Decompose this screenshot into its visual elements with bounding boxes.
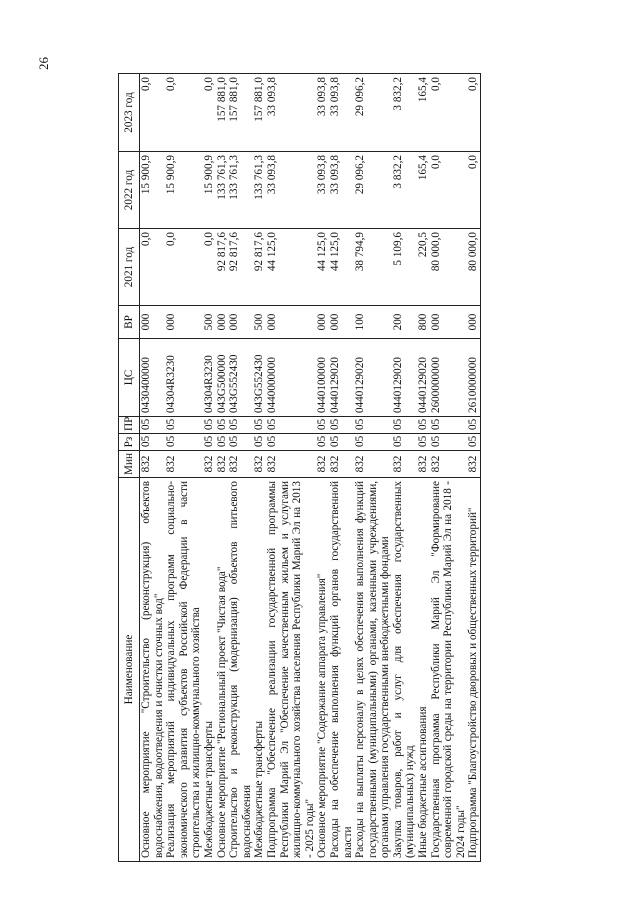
row-rz-cell <box>216 434 229 451</box>
cell-value: 05 <box>202 435 215 447</box>
header-pr: ПР <box>119 417 140 434</box>
cell-value: 165,4 <box>417 155 430 181</box>
row-y2023-cell <box>316 74 329 152</box>
row-y2022-cell <box>417 152 430 229</box>
row-y2022-cell <box>140 152 166 229</box>
row-name-cell: Государственная программа Республики Марий Эл "Формирование современной городской среды на территории Республики Марий Эл на 2018 - 2024 годы" <box>430 478 468 862</box>
row-vr-cell <box>354 306 392 339</box>
cell-value: 5 109,6 <box>391 232 404 266</box>
row-rz-cell <box>430 434 468 451</box>
cell-value: 29 096,2 <box>354 77 367 117</box>
table-row <box>216 74 229 862</box>
cell-value: 000 <box>467 313 480 331</box>
row-y2023-cell <box>203 74 216 152</box>
cell-value: 3 832,2 <box>391 77 404 111</box>
row-y2021-cell <box>354 229 392 306</box>
table-row <box>467 74 480 862</box>
cell-value: 200 <box>391 313 404 331</box>
row-name-cell: Основное мероприятие "Региональный проект "Чистая вода" <box>216 478 229 862</box>
header-name: Наименование <box>119 478 140 862</box>
cell-value: 832 <box>202 455 215 473</box>
row-y2021-cell <box>316 229 329 306</box>
cell-value: 33 093,8 <box>328 77 341 117</box>
cell-value: 0,0 <box>429 77 442 91</box>
cell-value: 043G552430 <box>253 354 266 413</box>
cell-value: 220,5 <box>417 232 430 258</box>
row-name-cell: Закупка товаров, работ и услуг для обеспечения государственных (муниципальных) нужд <box>392 478 417 862</box>
cell-value: 05 <box>467 435 480 447</box>
cell-value: 29 096,2 <box>354 155 367 195</box>
cell-value: 133 761,3 <box>228 155 241 200</box>
table-row <box>228 74 253 862</box>
cell-value: 0440129020 <box>391 357 404 413</box>
row-y2022-cell <box>203 152 216 229</box>
cell-value: 05 <box>265 435 278 447</box>
cell-value: 3 832,2 <box>391 155 404 189</box>
cell-value: 832 <box>253 455 266 473</box>
row-y2023-cell <box>216 74 229 152</box>
row-cs-cell <box>140 339 166 417</box>
cell-value: 15 900,9 <box>165 155 178 195</box>
cell-value: 000 <box>165 313 178 331</box>
cell-value: 000 <box>265 313 278 331</box>
row-y2022-cell <box>228 152 253 229</box>
cell-value: 800 <box>417 313 430 331</box>
cell-value: 133 761,3 <box>215 155 228 200</box>
cell-value: 05 <box>417 435 430 447</box>
cell-value: 05 <box>140 435 152 447</box>
header-vr: ВР <box>119 306 140 339</box>
row-y2022-cell <box>253 152 266 229</box>
cell-value: 043G500000 <box>215 354 228 413</box>
row-name-cell: Межбюджетные трансферты <box>203 478 216 862</box>
row-cs-cell <box>228 339 253 417</box>
table-row <box>203 74 216 862</box>
cell-value: 33 093,8 <box>265 77 278 117</box>
cell-value: 05 <box>228 435 241 447</box>
row-vr-cell <box>329 306 354 339</box>
cell-value: 165,4 <box>417 77 430 103</box>
row-name-cell: Подпрограмма "Обеспечение реализации государственной программы Республики Марий Эл "Обеспечение качественным жильем и услугами жилищно-коммунального хозяйства населения Республики Марий Эл на 2013 - 2025 годы" <box>266 478 316 862</box>
table-row <box>266 74 316 862</box>
cell-value: 05 <box>140 418 152 430</box>
row-vr-cell <box>417 306 430 339</box>
table-row <box>140 74 166 862</box>
row-pr-cell <box>329 417 354 434</box>
row-cs-cell <box>430 339 468 417</box>
cell-value: 0,0 <box>140 232 152 246</box>
cell-value: 0,0 <box>140 77 152 91</box>
cell-value: 15 900,9 <box>140 155 152 195</box>
cell-value: 33 093,8 <box>316 77 329 117</box>
budget-table <box>118 73 481 862</box>
row-y2023-cell <box>354 74 392 152</box>
cell-value: 80 000,0 <box>467 232 480 272</box>
row-min-cell <box>228 451 253 478</box>
cell-value: 000 <box>429 313 442 331</box>
cell-value: 33 093,8 <box>328 155 341 195</box>
cell-value: 0,0 <box>467 77 480 91</box>
row-min-cell <box>140 451 166 478</box>
row-rz-cell <box>140 434 166 451</box>
table-row <box>430 74 468 862</box>
cell-value: 832 <box>215 455 228 473</box>
cell-value: 33 093,8 <box>265 155 278 195</box>
row-cs-cell <box>329 339 354 417</box>
header-2022: 2022 год <box>119 152 140 229</box>
cell-value: 500 <box>202 313 215 331</box>
row-name-cell: Реализация мероприятий индивидуальных программ социально-экономического развития субъектов Российской Федерации в части строительства и жилищно-коммунального хозяйства <box>165 478 203 862</box>
cell-value: 38 794,9 <box>354 232 367 272</box>
row-min-cell <box>165 451 203 478</box>
row-vr-cell <box>316 306 329 339</box>
row-min-cell <box>467 451 480 478</box>
cell-value: 0440129020 <box>417 357 430 413</box>
header-cs: ЦС <box>119 339 140 417</box>
row-y2023-cell <box>392 74 417 152</box>
row-y2023-cell <box>140 74 166 152</box>
table-row <box>329 74 354 862</box>
cell-value: 0440129020 <box>328 357 341 413</box>
cell-value: 832 <box>417 455 430 473</box>
row-y2023-cell <box>430 74 468 152</box>
row-pr-cell <box>467 417 480 434</box>
cell-value: 0430400000 <box>140 357 152 413</box>
row-name-cell: Расходы на обеспечение выполнения функций органов государственной власти <box>329 478 354 862</box>
row-name-cell: Подпрограмма "Благоустройство дворовых и общественных территорий" <box>467 478 480 862</box>
cell-value: 05 <box>316 418 329 430</box>
cell-value: 05 <box>467 418 480 430</box>
row-rz-cell <box>392 434 417 451</box>
cell-value: 05 <box>253 418 266 430</box>
row-cs-cell <box>354 339 392 417</box>
row-rz-cell <box>467 434 480 451</box>
cell-value: 92 817,6 <box>215 232 228 272</box>
cell-value: 05 <box>265 418 278 430</box>
row-name-cell: Основное мероприятие "Строительство (реконструкция) объектов водоснабжения, водоотведения и очистки сточных вод" <box>140 478 166 862</box>
table-row <box>316 74 329 862</box>
row-y2022-cell <box>316 152 329 229</box>
row-vr-cell <box>228 306 253 339</box>
row-pr-cell <box>228 417 253 434</box>
row-y2023-cell <box>253 74 266 152</box>
cell-value: 0440129020 <box>354 357 367 413</box>
page-number: 26 <box>36 57 51 70</box>
cell-value: 0,0 <box>429 155 442 169</box>
cell-value: 832 <box>429 455 442 473</box>
row-pr-cell <box>203 417 216 434</box>
cell-value: 0,0 <box>165 232 178 246</box>
cell-value: 05 <box>215 418 228 430</box>
row-name-cell: Иные бюджетные ассигнования <box>417 478 430 862</box>
row-cs-cell <box>467 339 480 417</box>
row-pr-cell <box>253 417 266 434</box>
row-rz-cell <box>253 434 266 451</box>
row-y2021-cell <box>417 229 430 306</box>
cell-value: 05 <box>328 418 341 430</box>
row-rz-cell <box>165 434 203 451</box>
row-y2021-cell <box>392 229 417 306</box>
cell-value: 80 000,0 <box>429 232 442 272</box>
cell-value: 0,0 <box>202 77 215 91</box>
row-y2022-cell <box>216 152 229 229</box>
header-2023: 2023 год <box>119 74 140 152</box>
cell-value: 44 125,0 <box>265 232 278 272</box>
row-y2022-cell <box>329 152 354 229</box>
cell-value: 043G552430 <box>228 354 241 413</box>
row-pr-cell <box>354 417 392 434</box>
row-vr-cell <box>140 306 166 339</box>
row-y2023-cell <box>228 74 253 152</box>
row-min-cell <box>329 451 354 478</box>
row-pr-cell <box>430 417 468 434</box>
cell-value: 832 <box>391 455 404 473</box>
table-row <box>253 74 266 862</box>
cell-value: 05 <box>429 435 442 447</box>
row-y2023-cell <box>467 74 480 152</box>
row-rz-cell <box>316 434 329 451</box>
table-row <box>392 74 417 862</box>
row-rz-cell <box>417 434 430 451</box>
cell-value: 44 125,0 <box>328 232 341 272</box>
row-y2023-cell <box>329 74 354 152</box>
row-min-cell <box>266 451 316 478</box>
row-vr-cell <box>165 306 203 339</box>
row-y2022-cell <box>430 152 468 229</box>
cell-value: 04304R3230 <box>202 355 215 413</box>
cell-value: 05 <box>316 435 329 447</box>
cell-value: 832 <box>265 455 278 473</box>
row-rz-cell <box>266 434 316 451</box>
row-rz-cell <box>228 434 253 451</box>
cell-value: 05 <box>429 418 442 430</box>
row-y2022-cell <box>266 152 316 229</box>
row-rz-cell <box>354 434 392 451</box>
row-y2022-cell <box>467 152 480 229</box>
row-y2021-cell <box>203 229 216 306</box>
row-y2021-cell <box>228 229 253 306</box>
table-body <box>140 74 481 862</box>
row-pr-cell <box>392 417 417 434</box>
row-vr-cell <box>216 306 229 339</box>
cell-value: 000 <box>316 313 329 331</box>
header-rz: Рз <box>119 434 140 451</box>
row-min-cell <box>216 451 229 478</box>
row-pr-cell <box>266 417 316 434</box>
cell-value: 05 <box>417 418 430 430</box>
cell-value: 000 <box>140 313 152 331</box>
cell-value: 2600000000 <box>429 357 442 413</box>
row-y2021-cell <box>216 229 229 306</box>
cell-value: 05 <box>202 418 215 430</box>
cell-value: 500 <box>253 313 266 331</box>
cell-value: 157 881,0 <box>253 77 266 122</box>
row-cs-cell <box>417 339 430 417</box>
table-row <box>165 74 203 862</box>
table-row <box>354 74 392 862</box>
header-2021: 2021 год <box>119 229 140 306</box>
cell-value: 832 <box>354 455 367 473</box>
rotated-table-wrapper <box>118 74 554 862</box>
row-min-cell <box>354 451 392 478</box>
cell-value: 832 <box>328 455 341 473</box>
row-cs-cell <box>253 339 266 417</box>
cell-value: 05 <box>253 435 266 447</box>
cell-value: 92 817,6 <box>228 232 241 272</box>
row-y2022-cell <box>392 152 417 229</box>
row-pr-cell <box>165 417 203 434</box>
row-vr-cell <box>266 306 316 339</box>
row-min-cell <box>430 451 468 478</box>
cell-value: 05 <box>391 418 404 430</box>
table-row <box>417 74 430 862</box>
row-vr-cell <box>392 306 417 339</box>
cell-value: 832 <box>140 455 152 473</box>
row-min-cell <box>203 451 216 478</box>
row-rz-cell <box>329 434 354 451</box>
row-min-cell <box>316 451 329 478</box>
cell-value: 832 <box>316 455 329 473</box>
row-vr-cell <box>203 306 216 339</box>
row-cs-cell <box>203 339 216 417</box>
cell-value: 33 093,8 <box>316 155 329 195</box>
row-cs-cell <box>165 339 203 417</box>
cell-value: 2610000000 <box>467 357 480 413</box>
row-name-cell: Межбюджетные трансферты <box>253 478 266 862</box>
cell-value: 05 <box>165 435 178 447</box>
row-y2021-cell <box>253 229 266 306</box>
cell-value: 832 <box>165 455 178 473</box>
header-min: Мин <box>119 451 140 478</box>
row-vr-cell <box>467 306 480 339</box>
cell-value: 0,0 <box>165 77 178 91</box>
cell-value: 832 <box>228 455 241 473</box>
cell-value: 05 <box>165 418 178 430</box>
cell-value: 05 <box>228 418 241 430</box>
row-y2021-cell <box>430 229 468 306</box>
cell-value: 157 881,0 <box>215 77 228 122</box>
cell-value: 157 881,0 <box>228 77 241 122</box>
cell-value: 0440100000 <box>316 357 329 413</box>
row-vr-cell <box>253 306 266 339</box>
row-min-cell <box>417 451 430 478</box>
row-y2023-cell <box>417 74 430 152</box>
cell-value: 000 <box>328 313 341 331</box>
cell-value: 832 <box>467 455 480 473</box>
cell-value: 0,0 <box>467 155 480 169</box>
row-pr-cell <box>417 417 430 434</box>
row-y2021-cell <box>165 229 203 306</box>
row-y2022-cell <box>354 152 392 229</box>
cell-value: 100 <box>354 313 367 331</box>
row-cs-cell <box>392 339 417 417</box>
row-y2021-cell <box>329 229 354 306</box>
row-name-cell: Строительство и реконструкция (модернизация) объектов питьевого водоснабжения <box>228 478 253 862</box>
row-min-cell <box>392 451 417 478</box>
cell-value: 44 125,0 <box>316 232 329 272</box>
row-y2021-cell <box>467 229 480 306</box>
row-cs-cell <box>316 339 329 417</box>
cell-value: 05 <box>328 435 341 447</box>
cell-value: 92 817,6 <box>253 232 266 272</box>
row-pr-cell <box>216 417 229 434</box>
cell-value: 05 <box>215 435 228 447</box>
row-pr-cell <box>140 417 166 434</box>
cell-value: 05 <box>354 435 367 447</box>
cell-value: 05 <box>354 418 367 430</box>
row-y2023-cell <box>165 74 203 152</box>
row-name-cell: Расходы на выплаты персоналу в целях обеспечения выполнения функций государственными (муниципальными) органами, казенными учреждениями, органами управления государственными внебюджетными фондами <box>354 478 392 862</box>
cell-value: 0440000000 <box>265 357 278 413</box>
row-min-cell <box>253 451 266 478</box>
row-vr-cell <box>430 306 468 339</box>
cell-value: 0,0 <box>202 232 215 246</box>
cell-value: 000 <box>228 313 241 331</box>
row-pr-cell <box>316 417 329 434</box>
row-cs-cell <box>266 339 316 417</box>
row-y2021-cell <box>140 229 166 306</box>
row-name-cell: Основное мероприятие "Содержание аппарата управления" <box>316 478 329 862</box>
row-rz-cell <box>203 434 216 451</box>
row-y2023-cell <box>266 74 316 152</box>
cell-value: 05 <box>391 435 404 447</box>
row-y2021-cell <box>266 229 316 306</box>
cell-value: 133 761,3 <box>253 155 266 200</box>
cell-value: 15 900,9 <box>202 155 215 195</box>
row-cs-cell <box>216 339 229 417</box>
cell-value: 04304R3230 <box>165 355 178 413</box>
cell-value: 000 <box>215 313 228 331</box>
row-y2022-cell <box>165 152 203 229</box>
header-row <box>119 74 140 862</box>
